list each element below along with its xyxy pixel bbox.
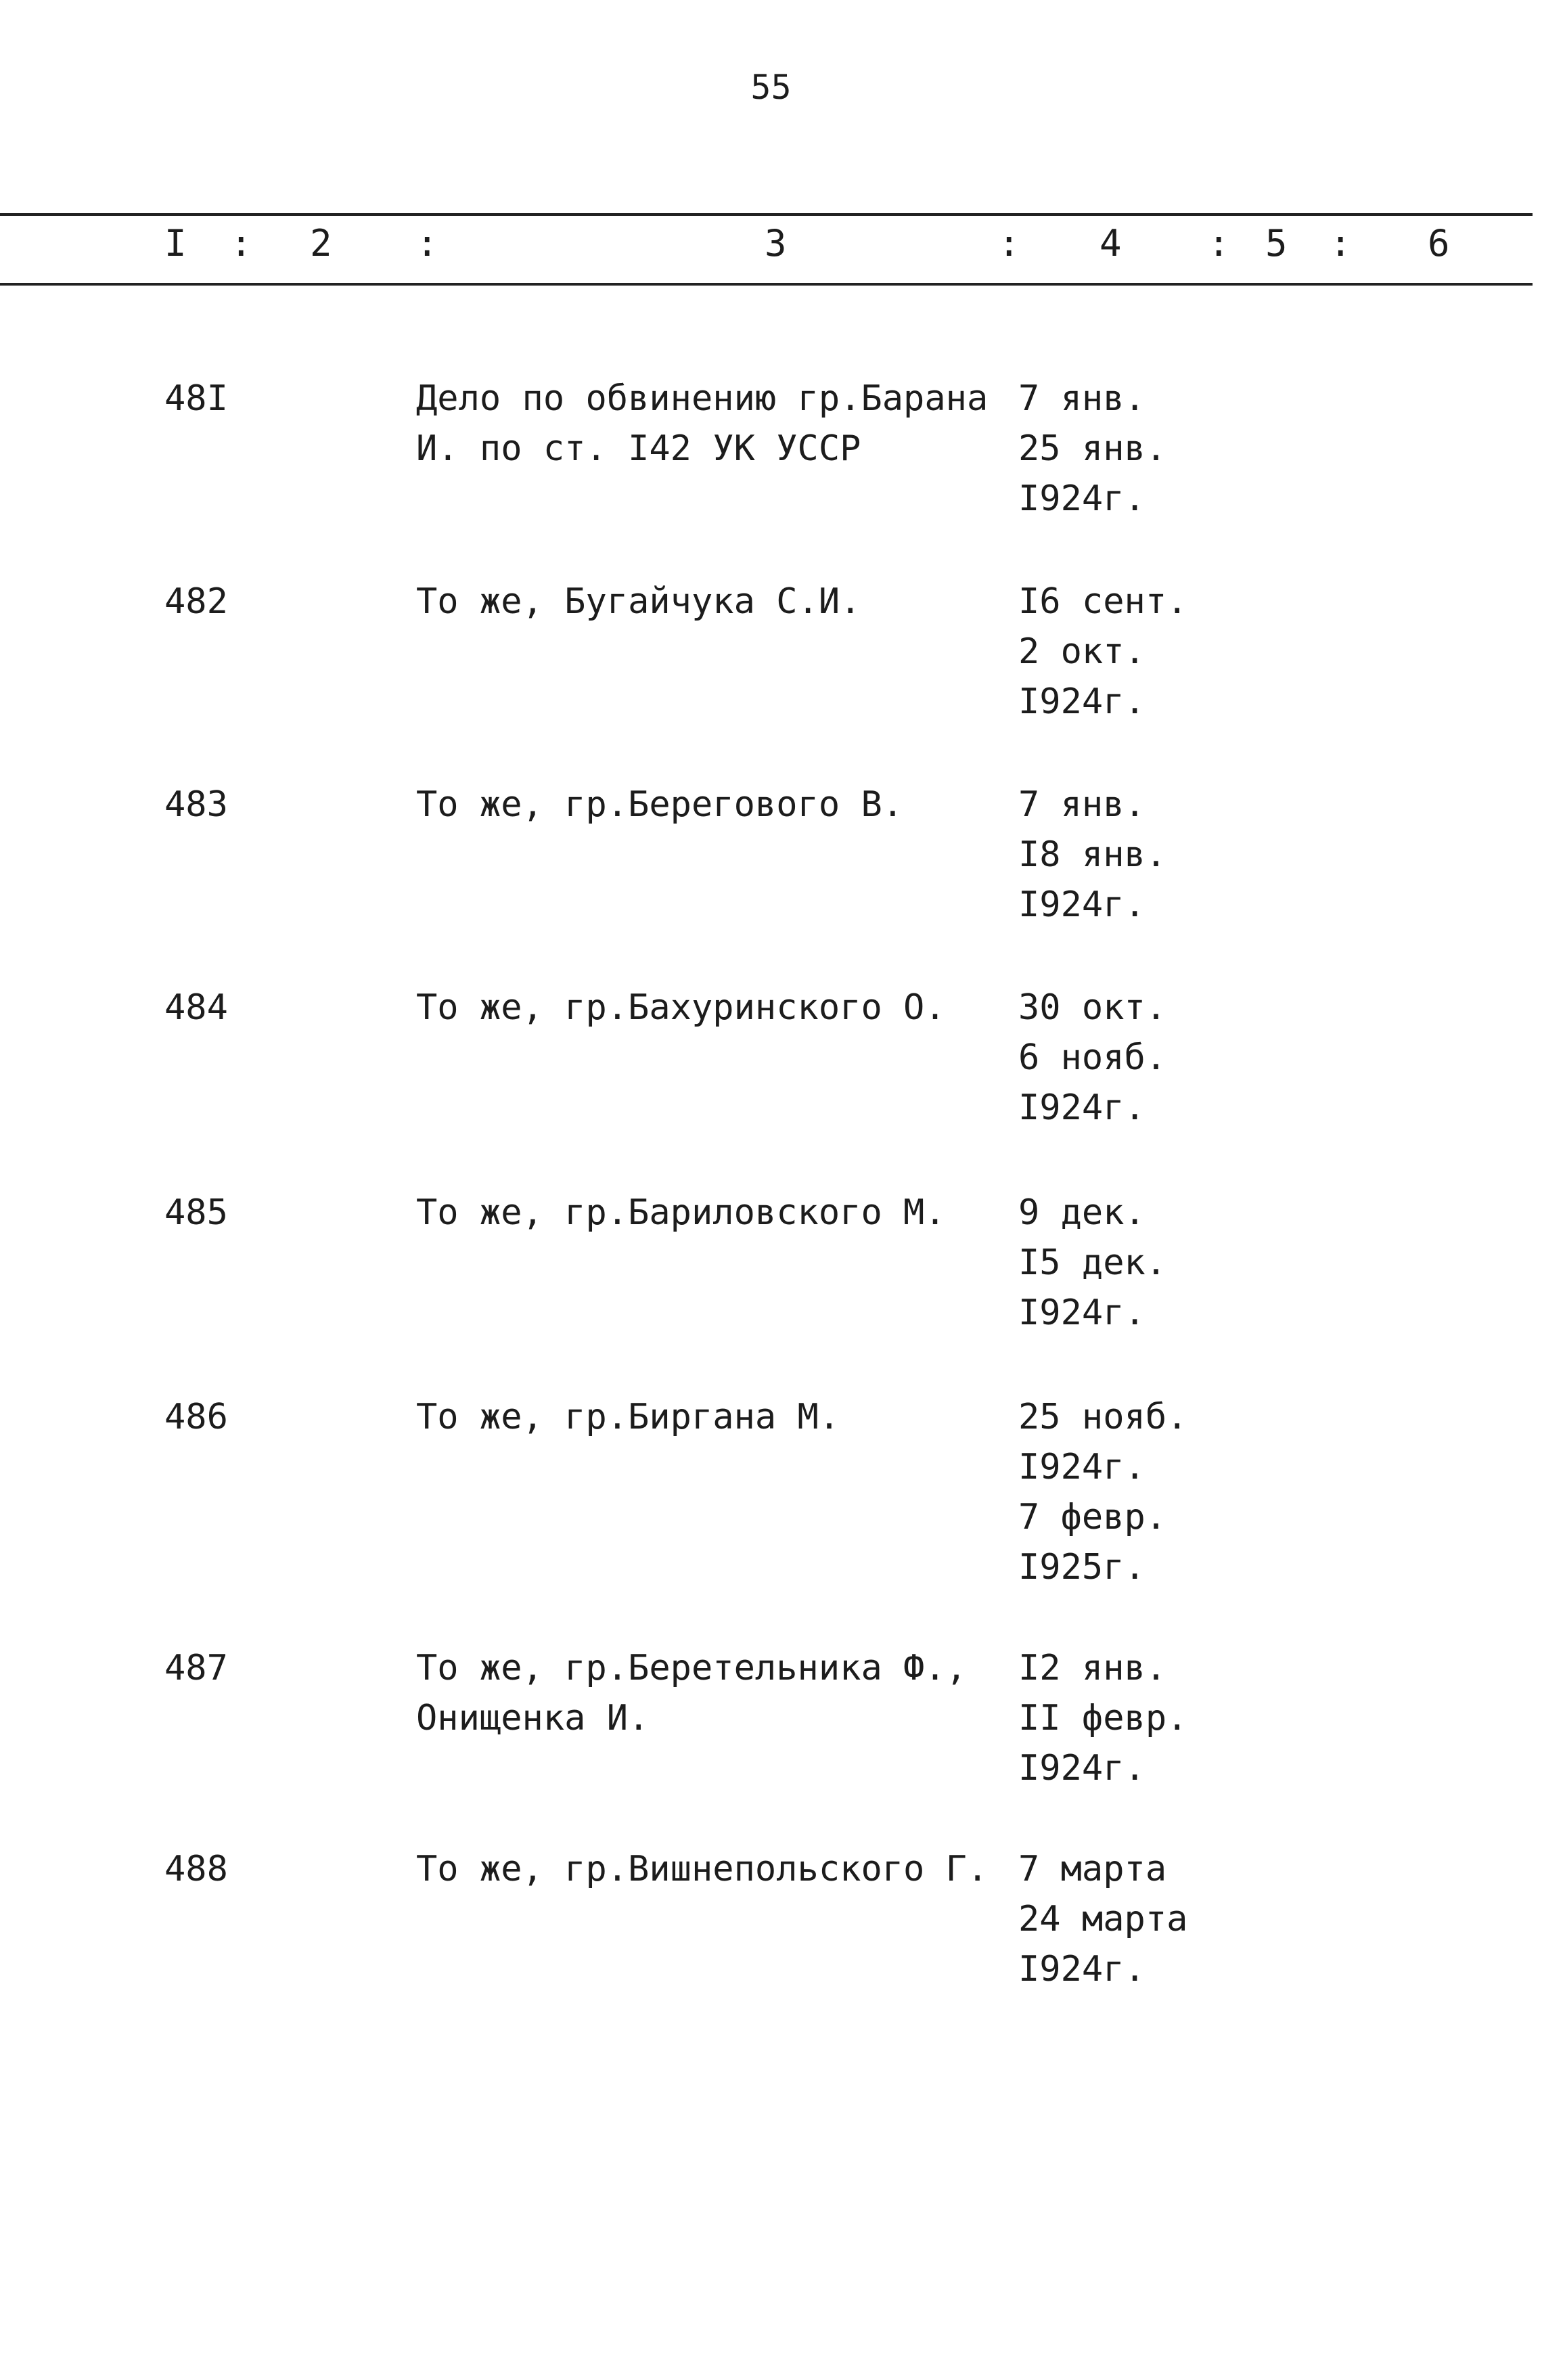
date-line: 7 янв. — [1018, 378, 1146, 419]
date-line: 6 нояб. — [1018, 1037, 1167, 1078]
date-line: 7 марта — [1018, 1849, 1167, 1889]
description-line: То же, гр.Бариловского М. — [416, 1192, 946, 1233]
header-col-1: I — [164, 222, 187, 265]
header-col-3: 3 — [765, 222, 787, 265]
description-line: То же, гр.Бахуринского О. — [416, 987, 946, 1028]
description-line: Дело по обвинению гр.Барана — [416, 378, 989, 419]
date-line: I924г. — [1018, 1949, 1146, 1990]
header-separator: : — [230, 222, 252, 265]
table-header-bottom-rule — [0, 283, 1533, 286]
description-line: То же, Бугайчука С.И. — [416, 581, 861, 622]
date-line: 2 окт. — [1018, 631, 1146, 672]
header-separator: : — [1208, 222, 1230, 265]
date-line: II февр. — [1018, 1698, 1188, 1738]
case-number: 483 — [164, 784, 228, 825]
header-separator: : — [1330, 222, 1352, 265]
header-col-2: 2 — [310, 222, 332, 265]
case-dates — [1018, 1188, 1166, 1338]
case-dates — [1018, 577, 1187, 727]
case-number: 486 — [164, 1397, 228, 1437]
case-number: 484 — [164, 987, 228, 1028]
description-line: То же, гр.Биргана М. — [416, 1397, 840, 1437]
case-dates — [1018, 1643, 1187, 1793]
date-line: I924г. — [1018, 478, 1146, 519]
case-number: 48I — [164, 378, 228, 419]
description-line: И. по ст. I42 УК УССР — [416, 428, 861, 469]
case-number: 488 — [164, 1849, 228, 1889]
page-number: 55 — [750, 68, 792, 107]
date-line: I2 янв. — [1018, 1648, 1167, 1688]
description-line: То же, гр.Вишнепольского Г. — [416, 1849, 989, 1889]
date-line: I6 сент. — [1018, 581, 1188, 622]
header-col-6: 6 — [1428, 222, 1450, 265]
date-line: I924г. — [1018, 1087, 1146, 1128]
case-description — [416, 983, 946, 1033]
case-description — [416, 1844, 988, 1894]
header-col-5: 5 — [1265, 222, 1288, 265]
date-line: 24 марта — [1018, 1899, 1188, 1939]
case-description — [416, 780, 903, 830]
table-header-top-rule — [0, 213, 1533, 216]
case-description — [416, 374, 988, 474]
date-line: 7 февр. — [1018, 1497, 1167, 1537]
header-separator: : — [998, 222, 1020, 265]
case-dates — [1018, 1392, 1187, 1592]
date-line: I924г. — [1018, 884, 1146, 925]
date-line: I924г. — [1018, 1293, 1146, 1333]
header-col-4: 4 — [1099, 222, 1122, 265]
case-number: 485 — [164, 1192, 228, 1233]
case-description — [416, 1392, 840, 1442]
date-line: I924г. — [1018, 1748, 1146, 1789]
case-dates — [1018, 1844, 1187, 1994]
header-separator: : — [416, 222, 438, 265]
case-dates — [1018, 374, 1166, 524]
case-number: 487 — [164, 1648, 228, 1688]
case-dates — [1018, 780, 1166, 930]
date-line: 25 янв. — [1018, 428, 1167, 469]
date-line: 7 янв. — [1018, 784, 1146, 825]
date-line: 25 нояб. — [1018, 1397, 1188, 1437]
case-description — [416, 1188, 946, 1238]
date-line: I924г. — [1018, 681, 1146, 722]
date-line: I925г. — [1018, 1547, 1146, 1588]
case-dates — [1018, 983, 1166, 1133]
date-line: I924г. — [1018, 1447, 1146, 1487]
date-line: 30 окт. — [1018, 987, 1167, 1028]
description-line: Онищенка И. — [416, 1698, 650, 1738]
description-line: То же, гр.Берегового В. — [416, 784, 904, 825]
case-number: 482 — [164, 581, 228, 622]
case-description — [416, 1643, 967, 1743]
date-line: I5 дек. — [1018, 1242, 1167, 1283]
case-description — [416, 577, 861, 627]
date-line: 9 дек. — [1018, 1192, 1146, 1233]
date-line: I8 янв. — [1018, 834, 1167, 875]
description-line: То же, гр.Беретельника Ф., — [416, 1648, 967, 1688]
